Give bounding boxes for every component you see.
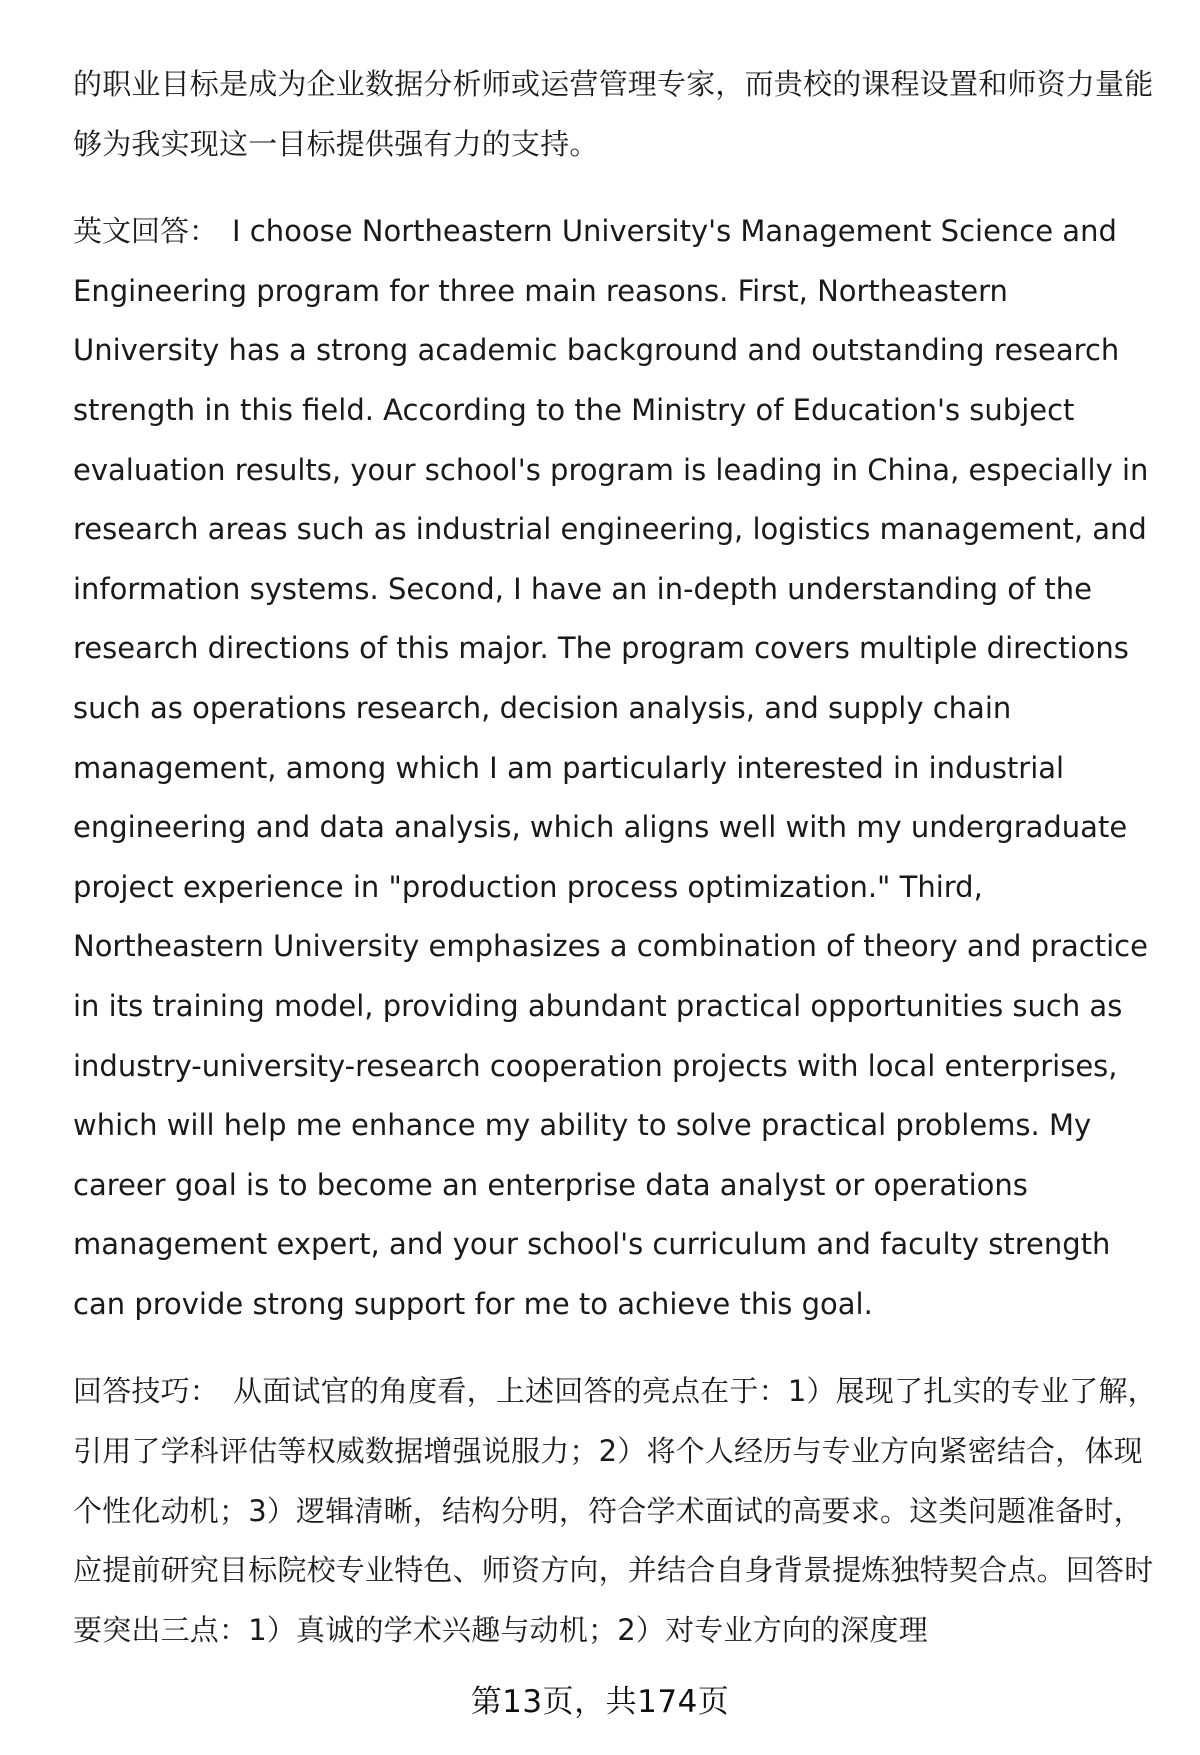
answer-tips-label: 回答技巧： [73, 1374, 220, 1409]
answer-tips-text: 从面试官的角度看，上述回答的亮点在于：1）展现了扎实的专业了解，引用了学科评估等权威数据增强说服力；2）将个人经历与专业方向紧密结合，体现个性化动机；3）逻辑清晰，结构分明，符合学术面试的高要求。这类问题准备时，应提前研究目标院校专业特色、师资方向，并结合自身背景提炼独特契合点。回答时要突出三点：1）真诚的学术兴趣与动机；2）对专业方向的深度理 [73, 1374, 1157, 1647]
english-answer-label: 英文回答： [73, 214, 219, 249]
page-number: 第13页，共174页 [470, 1684, 730, 1720]
answer-tips-paragraph [73, 1362, 1163, 1660]
intro-paragraph [73, 55, 1163, 174]
intro-text: 的职业目标是成为企业数据分析师或运营管理专家，而贵校的课程设置和师资力量能够为我实现这一目标提供强有力的支持。 [73, 67, 1154, 161]
english-answer-paragraph [73, 202, 1163, 1334]
english-answer-text: I choose Northeastern University's Management Science and Engineering program for three main reasons. First, Northeastern University has a strong academic background and outstanding research strength in this field. According to the Ministry of Education's subject evaluation results, your school's program is leading in China, especially in research areas such as industrial engineering, logistics management, and information systems. Second, I have an in-depth understanding of the research directions of this major. The program covers multiple directions such as operations research, decision analysis, and supply chain management, among which I am particularly interested in industrial engineering and data analysis, which aligns well with my undergraduate project experience in "production process optimization." Third, Northeastern University emphasizes a combination of theory and practice in its training model, providing abundant practical opportunities such as industry-university-research cooperation projects with local enterprises, which will help me enhance my ability to solve practical problems. My career goal is to become an enterprise data analyst or operations management expert, and your school's curriculum and faculty strength can provide strong support for me to achieve this goal. [73, 214, 1149, 1321]
document-page [73, 55, 1163, 1688]
